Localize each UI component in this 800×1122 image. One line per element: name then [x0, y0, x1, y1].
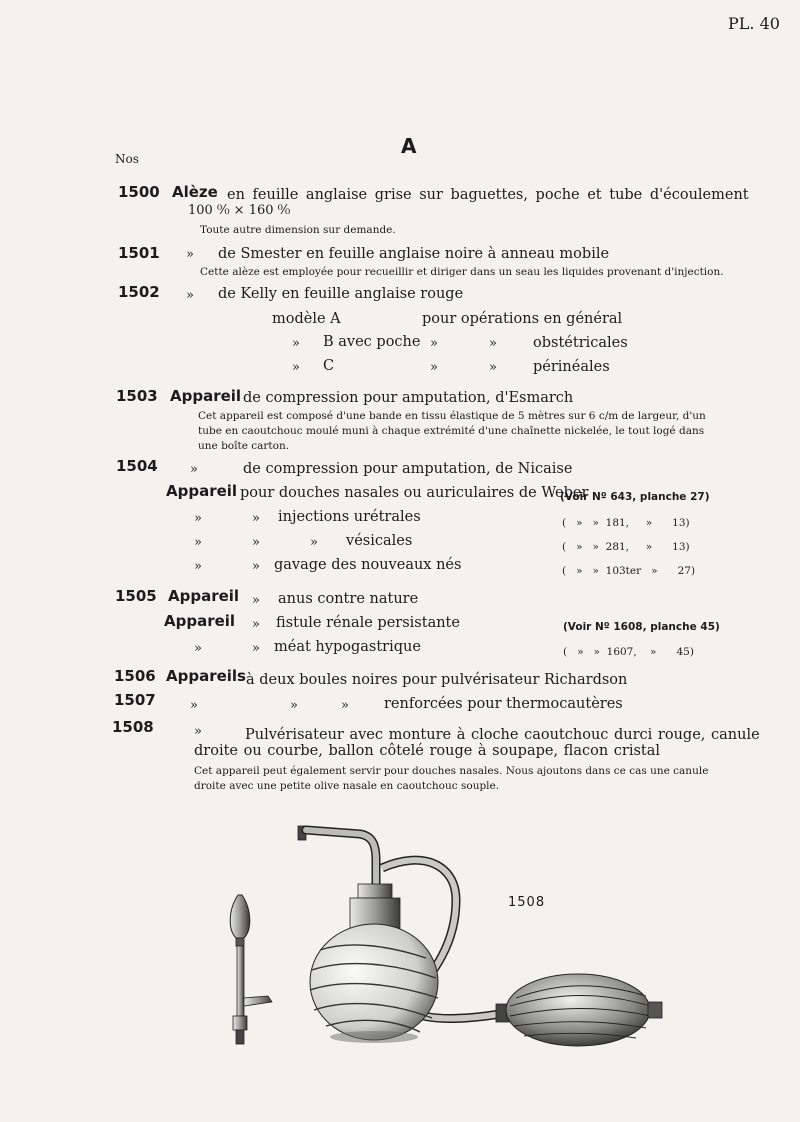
- ditto-mark: »: [186, 247, 194, 262]
- item-keyword: Appareil: [164, 612, 236, 630]
- spray-nozzle: [298, 826, 376, 890]
- ditto-mark: »: [430, 360, 438, 375]
- ditto-mark: »: [341, 698, 349, 713]
- item-dimension: 100 ⁰⁄₀ × 160 ⁰⁄₀: [188, 203, 291, 218]
- model-label: C: [323, 358, 335, 374]
- item-note: Cet appareil est composé d'une bande en tissu élastique de 5 mètres sur 6 c/m de largeur, d'un tube en caoutchouc moulé muni à chaque extrémité d'une chaînette nickelée, le tout logé dans une boîte carton.: [198, 410, 706, 452]
- item-number: 1505: [115, 587, 157, 605]
- item-text: vésicales: [346, 533, 413, 549]
- ditto-mark: »: [190, 698, 198, 713]
- ditto-mark: »: [252, 535, 260, 550]
- rubber-bulb: [496, 974, 662, 1046]
- item-number: 1507: [114, 691, 156, 709]
- valve-collar: [358, 884, 392, 898]
- ditto-mark: »: [194, 511, 202, 526]
- ditto-mark: »: [252, 593, 260, 608]
- item-keyword: Alèze: [172, 183, 218, 201]
- item-text: pour douches nasales ou auriculaires de Weber: [240, 485, 589, 501]
- item-keyword: Appareil: [166, 482, 238, 500]
- item-number: 1503: [116, 387, 158, 405]
- item-text: méat hypogastrique: [274, 639, 421, 655]
- ditto-mark: »: [252, 617, 260, 632]
- cross-reference: ( » » 281, » 13): [562, 541, 690, 553]
- item-text: droite ou courbe, ballon côtelé rouge à soupape, flacon cristal: [194, 743, 661, 759]
- item-number: 1508: [112, 718, 154, 736]
- item-keyword: Appareils: [166, 667, 246, 685]
- cross-reference: ( » » 103ter » 27): [562, 565, 696, 577]
- ditto-mark: »: [252, 559, 260, 574]
- item-number: 1506: [114, 667, 156, 685]
- plate-number: PL. 40: [728, 14, 780, 33]
- ditto-mark: »: [194, 724, 202, 739]
- cross-reference: (Voir Nº 1608, planche 45): [563, 621, 720, 633]
- item-text: injections urétrales: [278, 509, 421, 525]
- item-note: Cet appareil peut également servir pour douches nasales. Nous ajoutons dans ce cas une canule droite avec une petite olive nasale en caoutchouc souple.: [194, 765, 709, 792]
- item-note: Cette alèze est employée pour recueillir et diriger dans un seau les liquides provenant d'injection.: [200, 266, 724, 278]
- model-use: pour opérations en général: [422, 311, 623, 327]
- item-keyword: Appareil: [170, 387, 242, 405]
- item-text: de compression pour amputation, d'Esmarch: [243, 390, 574, 406]
- ditto-mark: »: [252, 641, 260, 656]
- model-label: modèle A: [272, 311, 341, 327]
- ditto-mark: »: [186, 288, 194, 303]
- item-note: Toute autre dimension sur demande.: [200, 224, 396, 236]
- item-text: gavage des nouveaux nés: [274, 557, 462, 573]
- ditto-mark: »: [430, 336, 438, 351]
- item-text: en feuille anglaise grise sur baguettes, poche et tube d'écoulement: [227, 187, 749, 203]
- model-use: obstétricales: [533, 335, 628, 351]
- ditto-mark: »: [194, 641, 202, 656]
- cross-reference: ( » » 1607, » 45): [563, 646, 694, 658]
- ditto-mark: »: [292, 360, 300, 375]
- ditto-mark: »: [190, 462, 198, 477]
- item-text: renforcées pour thermocautères: [384, 696, 623, 712]
- ditto-mark: »: [194, 535, 202, 550]
- ditto-mark: »: [489, 336, 497, 351]
- item-text: fistule rénale persistante: [276, 615, 460, 631]
- model-use: périnéales: [533, 359, 610, 375]
- ditto-mark: »: [194, 559, 202, 574]
- item-keyword: Appareil: [168, 587, 240, 605]
- cross-reference: (Voir Nº 643, planche 27): [560, 491, 710, 503]
- item-number: 1504: [116, 457, 158, 475]
- atomizer-illustration: [200, 820, 670, 1060]
- item-text: de Smester en feuille anglaise noire à anneau mobile: [218, 246, 610, 262]
- item-text: de Kelly en feuille anglaise rouge: [218, 286, 464, 302]
- figure-label: 1508: [508, 895, 546, 910]
- item-number: 1501: [118, 244, 160, 262]
- ditto-mark: »: [290, 698, 298, 713]
- ditto-mark: »: [292, 336, 300, 351]
- item-number: 1502: [118, 283, 160, 301]
- item-number: 1500: [118, 183, 160, 201]
- crystal-flask: [310, 924, 438, 1043]
- ditto-mark: »: [489, 360, 497, 375]
- ditto-mark: »: [310, 535, 318, 550]
- item-text: à deux boules noires pour pulvérisateur Richardson: [246, 672, 628, 688]
- nos-label: Nos: [115, 152, 139, 166]
- cross-reference: ( » » 181, » 13): [562, 517, 690, 529]
- item-text: anus contre nature: [278, 591, 419, 607]
- section-letter: A: [401, 134, 417, 158]
- item-text: de compression pour amputation, de Nicaise: [243, 461, 573, 477]
- ditto-mark: »: [252, 511, 260, 526]
- model-label: B avec poche: [323, 334, 421, 350]
- item-text: Pulvérisateur avec monture à cloche caoutchouc durci rouge, canule: [245, 727, 760, 743]
- nasal-cannula: [230, 895, 272, 1044]
